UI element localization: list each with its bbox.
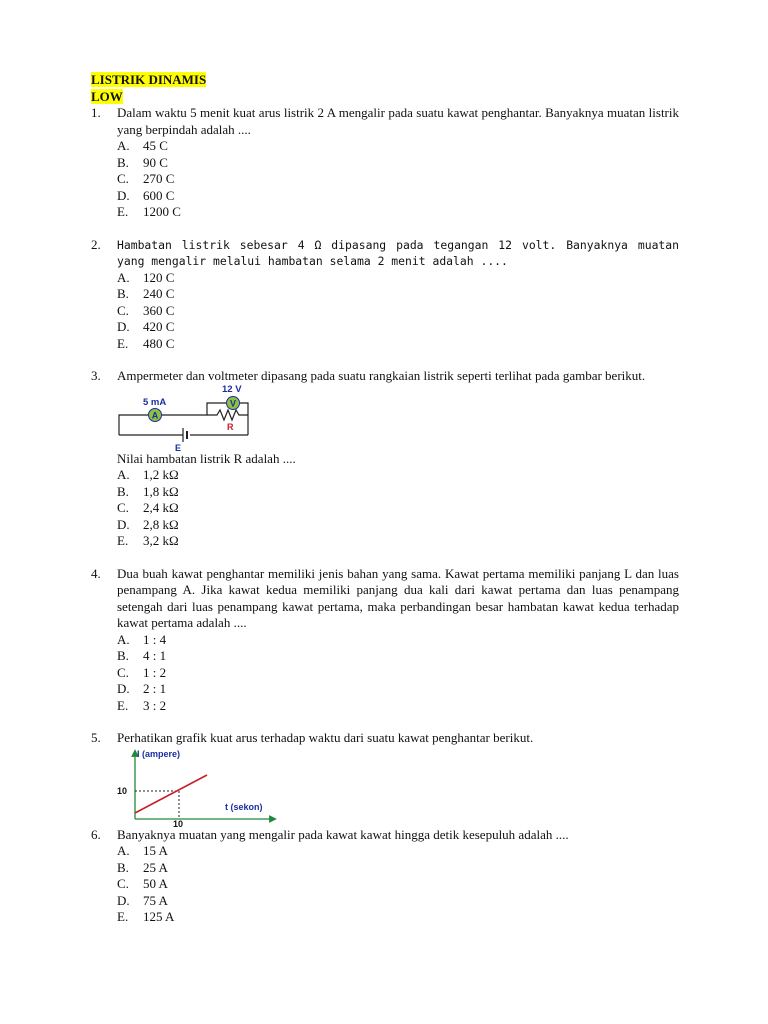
current-time-graph bbox=[117, 747, 277, 827]
answer-options bbox=[117, 843, 679, 926]
question-5 bbox=[91, 730, 679, 827]
option-c: C. 270 C bbox=[117, 171, 175, 186]
question-prompt: Nilai hambatan listrik R adalah .... bbox=[117, 450, 296, 466]
worksheet-page bbox=[91, 72, 679, 926]
option-a: A. 15 A bbox=[117, 843, 168, 858]
option-b: B. 1,8 kΩ bbox=[117, 483, 179, 499]
answer-options bbox=[117, 270, 679, 353]
question-number: 1. bbox=[91, 105, 101, 120]
x-tick-label: 10 bbox=[173, 818, 184, 827]
option-b: B. 4 : 1 bbox=[117, 648, 167, 663]
resistor-label: R bbox=[227, 421, 234, 432]
x-axis-label: t (sekon) bbox=[225, 801, 263, 812]
answer-options bbox=[117, 632, 679, 715]
option-b: B. 240 C bbox=[117, 286, 175, 301]
answer-options bbox=[117, 138, 679, 221]
option-d: D. 2,8 kΩ bbox=[117, 516, 179, 532]
question-stem: Dalam waktu 5 menit kuat arus listrik 2 A mengalir pada suatu kawat penghantar. Banyaknya muatan listrik yang berpindah adalah .... bbox=[117, 105, 679, 137]
current-line bbox=[135, 775, 207, 813]
circuit-diagram bbox=[117, 385, 257, 451]
question-number: 2. bbox=[91, 236, 101, 252]
option-d: D. 2 : 1 bbox=[117, 681, 167, 696]
question-stem: Banyaknya muatan yang mengalir pada kawat kawat hingga detik kesepuluh adalah .... bbox=[117, 826, 569, 842]
question-stem: Dua buah kawat penghantar memiliki jenis bahan yang sama. Kawat pertama memiliki panjang L dan luas penampang A. Jika kawat kedua memiliki panjang dua kali dari kawat pertama dan luas penampang setengah dari luas penampang kawat pertama, maka perbandingan besar hambatan kawat kedua terhadap kawat pertama adalah .... bbox=[117, 565, 679, 630]
option-c: C. 50 A bbox=[117, 876, 168, 891]
voltmeter-label: V bbox=[229, 397, 237, 408]
option-d: D. 420 C bbox=[117, 319, 175, 334]
current-reading-label: 5 mA bbox=[143, 396, 167, 408]
question-number: 3. bbox=[91, 368, 101, 383]
option-e: E. 3,2 kΩ bbox=[117, 533, 179, 548]
option-b: B. 90 C bbox=[117, 154, 168, 170]
question-3 bbox=[91, 368, 679, 550]
voltage-reading-label: 12 V bbox=[222, 384, 242, 395]
option-a: A. 1,2 kΩ bbox=[117, 467, 179, 482]
worksheet-title: LISTRIK DINAMIS bbox=[91, 72, 207, 87]
ammeter-label: A bbox=[151, 409, 159, 420]
option-b: B. 25 A bbox=[117, 859, 168, 875]
y-tick-label: 10 bbox=[117, 785, 128, 796]
question-stem: Hambatan listrik sebesar 4 Ω dipasang pada tegangan 12 volt. Banyaknya muatan yang mengalir melalui hambatan selama 2 menit adalah .... bbox=[117, 237, 679, 268]
option-c: C. 360 C bbox=[117, 302, 175, 318]
question-6 bbox=[91, 827, 679, 926]
question-stem: Perhatikan grafik kuat arus terhadap waktu dari suatu kawat penghantar berikut. bbox=[117, 730, 534, 745]
option-c: C. 1 : 2 bbox=[117, 664, 167, 680]
question-number: 4. bbox=[91, 565, 101, 581]
option-e: E. 3 : 2 bbox=[117, 697, 167, 713]
option-a: A. 1 : 4 bbox=[117, 631, 167, 647]
option-e: E. 480 C bbox=[117, 335, 175, 351]
option-d: D. 600 C bbox=[117, 187, 175, 203]
question-2 bbox=[91, 237, 679, 353]
answer-options bbox=[117, 467, 679, 550]
question-1 bbox=[91, 105, 679, 221]
question-number: 5. bbox=[91, 730, 101, 745]
question-stem: Ampermeter dan voltmeter dipasang pada suatu rangkaian listrik seperti terlihat pada gambar berikut. bbox=[117, 368, 646, 383]
y-axis-label: I (ampere) bbox=[137, 748, 181, 759]
worksheet-title-line bbox=[91, 72, 679, 89]
question-4 bbox=[91, 566, 679, 715]
option-d: D. 75 A bbox=[117, 892, 168, 908]
difficulty-level: LOW bbox=[91, 88, 123, 104]
option-a: A. 45 C bbox=[117, 138, 168, 153]
option-e: E. 125 A bbox=[117, 909, 175, 924]
option-c: C. 2,4 kΩ bbox=[117, 500, 179, 515]
level-line bbox=[91, 89, 679, 106]
question-number: 6. bbox=[91, 826, 101, 842]
option-a: A. 120 C bbox=[117, 269, 175, 285]
option-e: E. 1200 C bbox=[117, 204, 181, 219]
source-label: E bbox=[175, 442, 182, 451]
